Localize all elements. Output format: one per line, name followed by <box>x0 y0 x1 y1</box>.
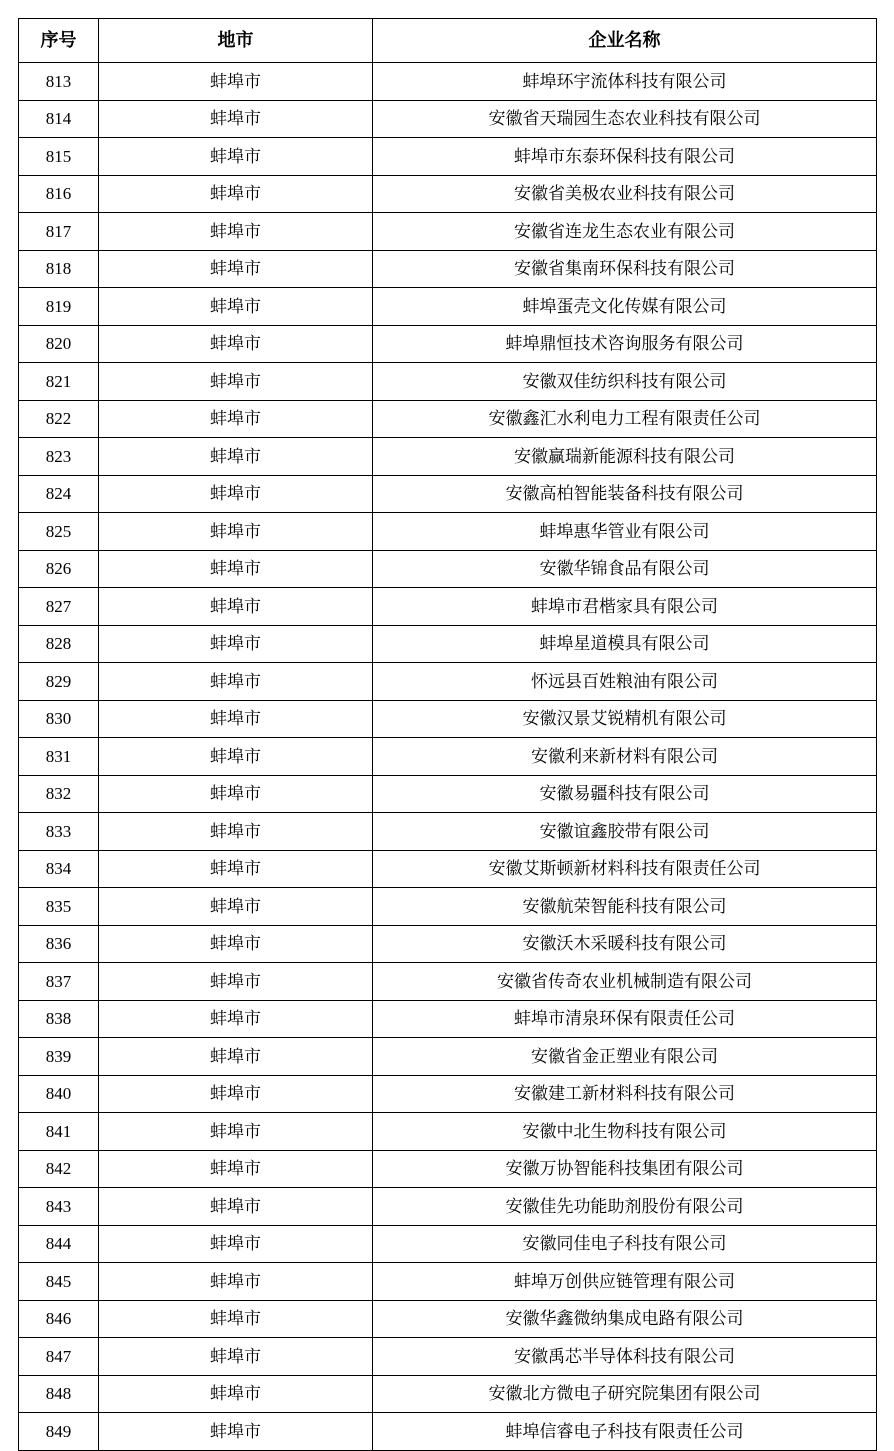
row-enterprise-name: 安徽佳先功能助剂股份有限公司 <box>373 1188 877 1226</box>
table-body <box>19 63 877 1451</box>
row-city: 蚌埠市 <box>99 663 373 701</box>
row-enterprise-name: 安徽中北生物科技有限公司 <box>373 1113 877 1151</box>
table-row <box>19 513 877 551</box>
row-index: 831 <box>19 738 99 776</box>
row-index: 822 <box>19 400 99 438</box>
row-city: 蚌埠市 <box>99 513 373 551</box>
table-row <box>19 1375 877 1413</box>
table-row <box>19 888 877 926</box>
table-row <box>19 175 877 213</box>
row-city: 蚌埠市 <box>99 100 373 138</box>
table-row <box>19 1263 877 1301</box>
table-header <box>19 19 877 63</box>
row-enterprise-name: 安徽建工新材料科技有限公司 <box>373 1075 877 1113</box>
row-index: 836 <box>19 925 99 963</box>
row-enterprise-name: 怀远县百姓粮油有限公司 <box>373 663 877 701</box>
row-enterprise-name: 安徽高柏智能装备科技有限公司 <box>373 475 877 513</box>
row-city: 蚌埠市 <box>99 625 373 663</box>
row-enterprise-name: 安徽华鑫微纳集成电路有限公司 <box>373 1300 877 1338</box>
enterprise-table <box>18 18 877 1451</box>
row-city: 蚌埠市 <box>99 400 373 438</box>
row-index: 832 <box>19 775 99 813</box>
table-row <box>19 925 877 963</box>
row-city: 蚌埠市 <box>99 1150 373 1188</box>
column-header-name: 企业名称 <box>373 19 877 63</box>
row-enterprise-name: 安徽禹芯半导体科技有限公司 <box>373 1338 877 1376</box>
row-index: 844 <box>19 1225 99 1263</box>
table-row <box>19 550 877 588</box>
row-enterprise-name: 蚌埠环宇流体科技有限公司 <box>373 63 877 101</box>
table-row <box>19 588 877 626</box>
row-city: 蚌埠市 <box>99 175 373 213</box>
row-enterprise-name: 安徽利来新材料有限公司 <box>373 738 877 776</box>
row-index: 819 <box>19 288 99 326</box>
table-row <box>19 1075 877 1113</box>
row-city: 蚌埠市 <box>99 250 373 288</box>
table-row <box>19 1113 877 1151</box>
row-city: 蚌埠市 <box>99 213 373 251</box>
table-row <box>19 1300 877 1338</box>
row-index: 847 <box>19 1338 99 1376</box>
row-enterprise-name: 安徽省天瑞园生态农业科技有限公司 <box>373 100 877 138</box>
row-index: 834 <box>19 850 99 888</box>
table-row <box>19 100 877 138</box>
row-city: 蚌埠市 <box>99 475 373 513</box>
table-row <box>19 475 877 513</box>
row-city: 蚌埠市 <box>99 1038 373 1076</box>
row-index: 817 <box>19 213 99 251</box>
table-row <box>19 663 877 701</box>
table-row <box>19 213 877 251</box>
row-enterprise-name: 安徽省集南环保科技有限公司 <box>373 250 877 288</box>
row-enterprise-name: 安徽赢瑞新能源科技有限公司 <box>373 438 877 476</box>
row-enterprise-name: 蚌埠蛋壳文化传媒有限公司 <box>373 288 877 326</box>
row-city: 蚌埠市 <box>99 1225 373 1263</box>
row-index: 823 <box>19 438 99 476</box>
row-index: 820 <box>19 325 99 363</box>
row-enterprise-name: 安徽艾斯顿新材料科技有限责任公司 <box>373 850 877 888</box>
row-index: 845 <box>19 1263 99 1301</box>
row-index: 830 <box>19 700 99 738</box>
row-enterprise-name: 安徽鑫汇水利电力工程有限责任公司 <box>373 400 877 438</box>
table-row <box>19 1000 877 1038</box>
row-index: 835 <box>19 888 99 926</box>
row-enterprise-name: 蚌埠市东泰环保科技有限公司 <box>373 138 877 176</box>
row-city: 蚌埠市 <box>99 1263 373 1301</box>
row-city: 蚌埠市 <box>99 1338 373 1376</box>
row-city: 蚌埠市 <box>99 1075 373 1113</box>
row-index: 840 <box>19 1075 99 1113</box>
row-city: 蚌埠市 <box>99 813 373 851</box>
table-row <box>19 1188 877 1226</box>
row-index: 849 <box>19 1413 99 1451</box>
row-index: 829 <box>19 663 99 701</box>
row-enterprise-name: 安徽省金正塑业有限公司 <box>373 1038 877 1076</box>
row-city: 蚌埠市 <box>99 138 373 176</box>
table-row <box>19 1338 877 1376</box>
row-index: 839 <box>19 1038 99 1076</box>
row-city: 蚌埠市 <box>99 700 373 738</box>
row-city: 蚌埠市 <box>99 588 373 626</box>
row-city: 蚌埠市 <box>99 1000 373 1038</box>
table-row <box>19 288 877 326</box>
table-row <box>19 700 877 738</box>
row-enterprise-name: 安徽省连龙生态农业有限公司 <box>373 213 877 251</box>
table-row <box>19 63 877 101</box>
column-header-city: 地市 <box>99 19 373 63</box>
table-row <box>19 363 877 401</box>
row-index: 821 <box>19 363 99 401</box>
table-row <box>19 963 877 1001</box>
column-header-index: 序号 <box>19 19 99 63</box>
row-index: 833 <box>19 813 99 851</box>
table-row <box>19 850 877 888</box>
row-enterprise-name: 安徽汉景艾锐精机有限公司 <box>373 700 877 738</box>
table-row <box>19 1038 877 1076</box>
row-enterprise-name: 蚌埠市清泉环保有限责任公司 <box>373 1000 877 1038</box>
row-index: 837 <box>19 963 99 1001</box>
row-index: 814 <box>19 100 99 138</box>
row-enterprise-name: 蚌埠星道模具有限公司 <box>373 625 877 663</box>
row-city: 蚌埠市 <box>99 1188 373 1226</box>
row-city: 蚌埠市 <box>99 438 373 476</box>
row-enterprise-name: 安徽航荣智能科技有限公司 <box>373 888 877 926</box>
row-index: 827 <box>19 588 99 626</box>
row-index: 848 <box>19 1375 99 1413</box>
row-index: 841 <box>19 1113 99 1151</box>
row-enterprise-name: 安徽谊鑫胶带有限公司 <box>373 813 877 851</box>
row-city: 蚌埠市 <box>99 888 373 926</box>
row-city: 蚌埠市 <box>99 325 373 363</box>
row-city: 蚌埠市 <box>99 288 373 326</box>
row-city: 蚌埠市 <box>99 1375 373 1413</box>
row-enterprise-name: 安徽沃木采暖科技有限公司 <box>373 925 877 963</box>
row-city: 蚌埠市 <box>99 963 373 1001</box>
row-city: 蚌埠市 <box>99 1300 373 1338</box>
table-row <box>19 438 877 476</box>
row-city: 蚌埠市 <box>99 925 373 963</box>
table-row <box>19 625 877 663</box>
table-row <box>19 813 877 851</box>
row-city: 蚌埠市 <box>99 738 373 776</box>
row-index: 838 <box>19 1000 99 1038</box>
row-city: 蚌埠市 <box>99 363 373 401</box>
row-index: 815 <box>19 138 99 176</box>
row-index: 843 <box>19 1188 99 1226</box>
row-enterprise-name: 蚌埠信睿电子科技有限责任公司 <box>373 1413 877 1451</box>
row-enterprise-name: 蚌埠市君楷家具有限公司 <box>373 588 877 626</box>
row-index: 828 <box>19 625 99 663</box>
row-enterprise-name: 安徽北方微电子研究院集团有限公司 <box>373 1375 877 1413</box>
row-index: 826 <box>19 550 99 588</box>
row-enterprise-name: 安徽万协智能科技集团有限公司 <box>373 1150 877 1188</box>
row-city: 蚌埠市 <box>99 550 373 588</box>
row-enterprise-name: 安徽双佳纺织科技有限公司 <box>373 363 877 401</box>
table-row <box>19 1225 877 1263</box>
table-row <box>19 738 877 776</box>
table-row <box>19 775 877 813</box>
row-city: 蚌埠市 <box>99 1113 373 1151</box>
table-row <box>19 138 877 176</box>
row-enterprise-name: 安徽省传奇农业机械制造有限公司 <box>373 963 877 1001</box>
row-enterprise-name: 蚌埠鼎恒技术咨询服务有限公司 <box>373 325 877 363</box>
row-index: 824 <box>19 475 99 513</box>
row-enterprise-name: 安徽省美极农业科技有限公司 <box>373 175 877 213</box>
row-index: 842 <box>19 1150 99 1188</box>
row-index: 818 <box>19 250 99 288</box>
row-city: 蚌埠市 <box>99 1413 373 1451</box>
row-index: 813 <box>19 63 99 101</box>
table-row <box>19 400 877 438</box>
row-enterprise-name: 蚌埠万创供应链管理有限公司 <box>373 1263 877 1301</box>
row-enterprise-name: 安徽华锦食品有限公司 <box>373 550 877 588</box>
table-row <box>19 325 877 363</box>
row-enterprise-name: 安徽易疆科技有限公司 <box>373 775 877 813</box>
row-index: 816 <box>19 175 99 213</box>
table-row <box>19 1150 877 1188</box>
row-index: 846 <box>19 1300 99 1338</box>
row-city: 蚌埠市 <box>99 63 373 101</box>
table-header-row <box>19 19 877 63</box>
table-row <box>19 1413 877 1451</box>
table-row <box>19 250 877 288</box>
row-enterprise-name: 安徽同佳电子科技有限公司 <box>373 1225 877 1263</box>
row-index: 825 <box>19 513 99 551</box>
row-city: 蚌埠市 <box>99 850 373 888</box>
row-city: 蚌埠市 <box>99 775 373 813</box>
row-enterprise-name: 蚌埠惠华管业有限公司 <box>373 513 877 551</box>
